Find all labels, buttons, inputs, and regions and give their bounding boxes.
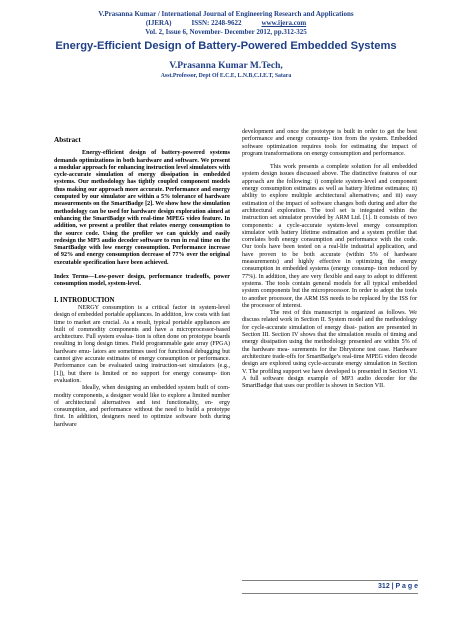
page-footer [242, 580, 418, 594]
journal-url-link[interactable]: www.ijera.com [261, 19, 307, 27]
right-paragraph-2: This work presents a complete solution for all embedded system design issues discussed above. The distinctive features of our approach are the following: i) complete system-level and component energy consumption estimates as well as battery lifetime estimates; ii) ability to explore multiple architectural alternatives; and iii) easy estimation of the impact of software changes both during and after the architectural exploration. The tool set is integrated within the instruction set simulator provided by ARM Ltd. [1]. It consists of two components: a cycle-accurate system-level energy consumption simulator with battery lifetime estimation and a system profiler that correlates both energy consumption and performance with the code. Our tools have been tested on a real-life industrial application, and have proven to be both accurate (within 5% of hardware measurements) and highly effective in optimizing the energy consumption in embedded systems (energy consump- tion reduced by 77%). In addition, they are very flexible and easy to adopt to different systems. The tools contain general models for all typical embedded system components but the microprocessor. In order to adopt the tools to another processor, the ARM ISS needs to be replaced by the ISS for the processor of interest. [242, 164, 417, 309]
intro-heading: I. INTRODUCTION [54, 296, 115, 304]
right-column [242, 129, 417, 390]
journal-header-line: V.Prasanna Kumar / International Journal of Engineering Research and Applications [98, 10, 354, 18]
paper-title: Energy-Efficient Design of Battery-Powered Embedded Systems [55, 40, 397, 52]
right-paragraph-1: development and once the prototype is built in order to get the best performance and energy consump- tion from the system. Embedded software optimization requires tools for estimating the impact of program transformations on energy consumption and performance. [242, 129, 417, 157]
author-name: V.Prasanna Kumar M.Tech, [169, 61, 283, 71]
index-terms: Index Terms—Low-power design, performance tradeoffs, power consumption model, system-level. [54, 274, 230, 288]
author-affiliation: Asst.Professor, Dept Of E.C.E, L.N.B,C.I.E.T, Satara [160, 73, 292, 79]
page-number: 312 | P a g e [378, 583, 418, 590]
right-paragraph-3: The rest of this manuscript is organized as follows. We discuss related work in Section II. System model and the methodology for cycle-accurate simulation of energy dissi- pation are presented in Section III. Section IV shows that the simulation results of timing and energy dissipation using the methodology presented are within 5% of the hardware mea- surements for the Dhrystone test case. Hardware architecture trade-offs for SmartBadge’s real-time MPEG video decode design are explored using cycle-accurate energy simulation in Section V. The profiling support we have developed is presented in Section VI. A full software design example of MP3 audio decoder for the SmartBadge that uses our profiler is shown in Section VII. [242, 310, 417, 390]
journal-issn: ISSN: 2248-9622 [191, 19, 242, 27]
journal-abbrev: (IJERA) [145, 19, 172, 27]
journal-volume-line: Vol. 2, Issue 6, November- December 2012, pp.312-325 [145, 28, 307, 36]
intro-paragraph-1: NERGY consumption is a critical factor in system-level design of embedded portable appliances. In addition, low costs with fast time to market are crucial. As a result, typical portable appliances are built of commodity components and have a microprocessor-based architecture. Full system evalua- tion is often done on prototype boards resulting in long design times. Field programmable gate array (FPGA) hardware emu- lators are sometimes used for functional debugging but cannot give accurate estimates of energy consumption or performance. Performance can be evaluated using instruction-set simulators (e.g., [1]), but there is limited or no support for energy consump- tion evaluation. [54, 304, 230, 384]
journal-header-issn-line [0, 19, 452, 28]
intro-paragraph-2: Ideally, when designing an embedded system built of com- modity components, a designer would like to explore a limited number of architectural alternatives and test functionality, en- ergy consumption, and performance without the need to build a prototype first. In addition, designers need to optimize software both during hardware [54, 385, 230, 428]
left-column [54, 137, 230, 429]
abstract-text: Energy-efficient design of battery-powered systems demands optimizations in both hardware and software. We present a modular approach for enhancing instruction level simulators with cycle-accurate simulation of energy dissipation in embedded systems. Our methodology has tightly coupled component models thus making our approach more accurate. Performance and energy computed by our simulator are within a 5% tolerance of hardware measurements on the SmartBadge [2]. We show how the simulation methodology can be used for hardware design exploration aimed at enhancing the SmartBadge with real-time MPEG video feature. In addition, we present a profiler that relates energy consumption to the source code. Using the profiler we can quickly and easily redesign the MP3 audio decoder software to run in real time on the SmartBadge with low energy consumption. Performance increase of 92% and energy consumption decrease of 77% over the original executable specification have been achieved. [54, 150, 230, 266]
abstract-heading: Abstract [54, 136, 81, 144]
